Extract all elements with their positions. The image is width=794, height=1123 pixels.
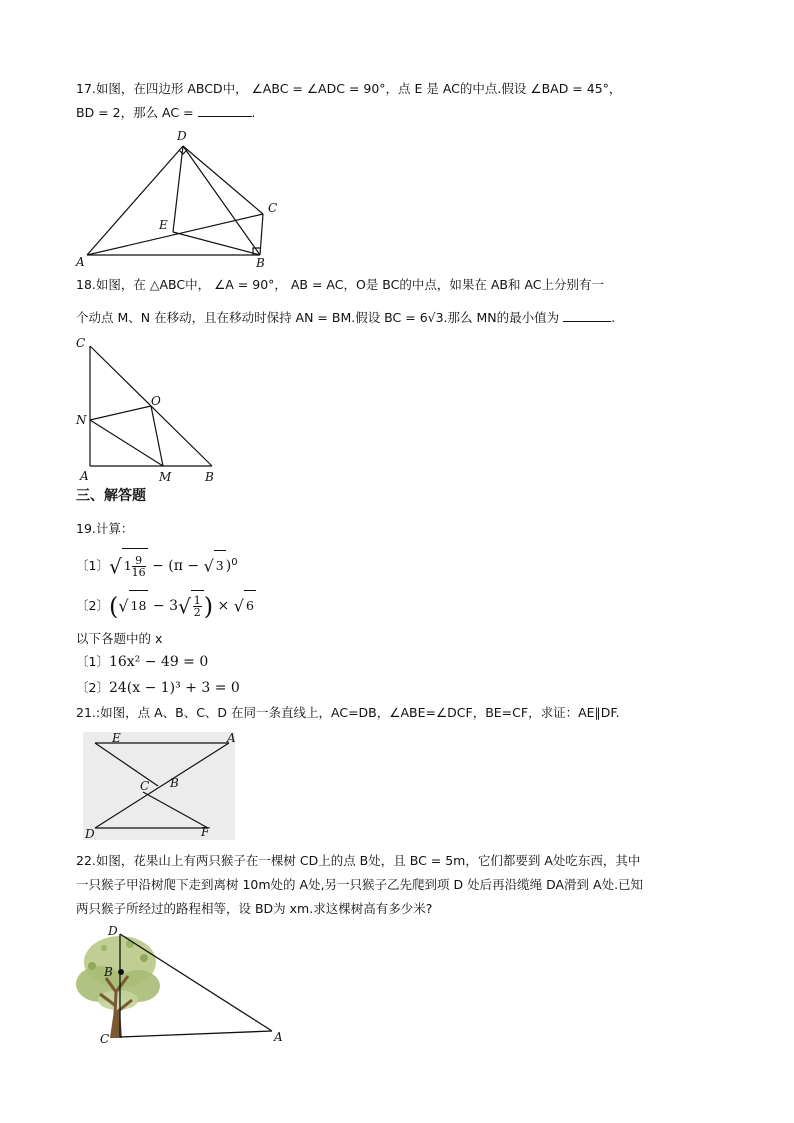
q17-label-C: C [268, 201, 278, 215]
q21-label-C: C [140, 779, 150, 793]
q20-part2-expr: 24(x − 1)³ + 3 = 0 [108, 680, 240, 696]
q19-p2-c: × [213, 598, 234, 614]
q22-label-A: A [274, 1030, 283, 1044]
q22-line1: 22.如图，花果山上有两只猴子在一棵树 CD上的点 B处，且 BC = 5m，它们都要到 A处吃东西，其中 [76, 853, 641, 868]
q22-line2: 一只猴子甲沿树爬下走到离树 10m处的 A处,另一只猴子乙先爬到项 D 处后再沿缆绳 DA滑到 A处.已知 [76, 877, 644, 892]
q18-answer-blank[interactable] [563, 309, 611, 322]
q22-seg-CA [120, 1031, 272, 1037]
q19-radicand-1 [122, 548, 148, 581]
q18-seg-OM [151, 406, 163, 466]
q19-p2-b: − 3 [148, 598, 178, 614]
q17-label-B: B [256, 256, 265, 270]
q18-line2 [76, 309, 615, 327]
q17-seg-DE [173, 146, 183, 232]
q17-label-A: A [76, 255, 85, 269]
q17-seg-EB [173, 232, 260, 255]
q17-seg-CB [260, 214, 263, 255]
q19-p2-d: 6 [244, 590, 256, 621]
q17-seg-DC [183, 146, 263, 214]
q19-p2-radicand: $\frac{1}{2}$ [191, 590, 204, 621]
q22-label-D: D [108, 924, 118, 938]
q21-label-F: F [201, 825, 210, 839]
q19-title: 19.计算： [76, 521, 134, 536]
q19-part2: 〔2〕(√ 18 − 3√ $\frac{1}{2}$ ) × √ 6 [76, 590, 256, 622]
q17-seg-DB [183, 146, 260, 255]
q19-part2-label: 〔2〕 [76, 598, 109, 613]
q21-label-D: D [85, 827, 95, 841]
q19-p1-fraction: $\frac{9}{16}$ [131, 554, 146, 580]
q19-sqrt-sign-1: √ [108, 554, 122, 579]
q22-line3: 两只猴子所经过的路程相等，设 BD为 xm.求这棵树高有多少米? [76, 901, 433, 916]
q18-seg-NM [90, 420, 163, 466]
q20-part1-label: 〔1〕 [76, 654, 109, 669]
q21-figure [83, 732, 235, 840]
q18-line2-end: . [611, 310, 616, 325]
q19-p2-a: 18 [129, 590, 149, 621]
q17-line2-text: BD = 2，那么 AC = [76, 105, 194, 120]
q19-part1 [76, 548, 238, 582]
q19-p1-whole: 1 [123, 558, 132, 574]
q20-part1-expr: 16x² − 49 = 0 [108, 654, 209, 670]
q18-figure [72, 334, 222, 486]
q19-p1-rad: 3 [214, 550, 226, 581]
q20-part1 [76, 653, 208, 671]
q22-label-C: C [100, 1032, 110, 1046]
q19-part1-label: 〔1〕 [76, 558, 109, 574]
q17-line2-end: . [251, 105, 256, 120]
q19-p1-exp: 0 [231, 557, 238, 568]
q21-figure-background [83, 732, 235, 840]
q17-answer-blank[interactable] [198, 104, 252, 117]
q21-text: 21.:如图，点 A、B、C、D 在同一条直线上，AC=DB，∠ABE=∠DCF，BE=CF，求证：AE∥DF. [76, 705, 620, 720]
q17-seg-AD [87, 146, 183, 255]
q18-label-M: M [159, 470, 172, 484]
q18-label-B: B [205, 470, 214, 484]
q20-part2-label: 〔2〕 [76, 680, 109, 695]
q22-figure [70, 922, 294, 1048]
q18-seg-NO [90, 406, 151, 420]
section-title: 三、解答题 [76, 488, 146, 504]
q20-part2 [76, 679, 240, 697]
q22-label-B: B [104, 965, 113, 979]
q19-p1-mid: − (π − [147, 558, 204, 575]
q18-line1: 18.如图，在 △ABC中， ∠A = 90°， AB = AC，O是 BC的中点，如果在 AB和 AC上分别有一 [76, 277, 605, 292]
q19-p1-end: ) [225, 558, 232, 575]
q17-label-D: D [177, 129, 187, 143]
q17-figure [70, 126, 290, 270]
q17-line1: 17.如图，在四边形 ABCD中， ∠ABC = ∠ADC = 90°，点 E 是 AC的中点.假设 ∠BAD = 45°， [76, 81, 622, 96]
q18-label-N: N [76, 413, 87, 427]
q19-sqrt-sign-2: √ [203, 556, 214, 576]
q21-label-E: E [112, 731, 121, 745]
q20-title: 以下各题中的 x [76, 631, 163, 646]
q17-line2 [76, 104, 256, 122]
q17-label-E: E [159, 218, 168, 232]
q18-label-C: C [76, 336, 86, 350]
q18-label-A: A [80, 469, 89, 483]
q21-label-B: B [170, 776, 179, 790]
q21-label-A: A [227, 731, 236, 745]
q18-line2-text: 个动点 M、N 在移动，且在移动时保持 AN = BM.假设 BC = 6√3.那么 MN的最小值为 [76, 310, 560, 325]
q18-label-O: O [151, 394, 161, 408]
q22-point-B [118, 969, 124, 975]
